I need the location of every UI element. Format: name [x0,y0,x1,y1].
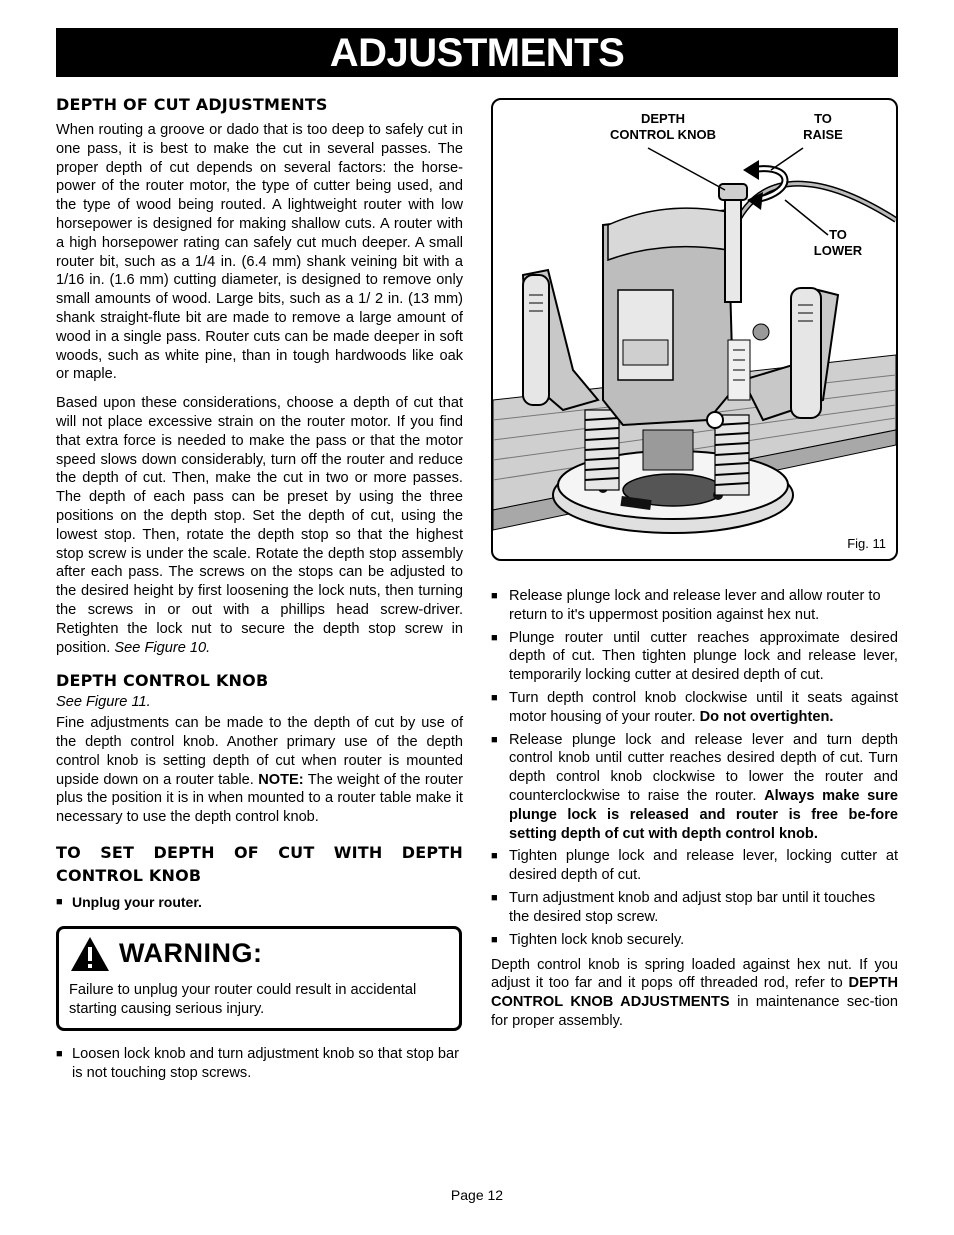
bullet-square-icon: ■ [491,850,498,863]
step-text-bold: Always make sure plunge lock is released and router is free be-fore setting depth of cut with depth control knob. [509,787,898,842]
left-column [56,95,463,1087]
depth-of-cut-paragraph-2 [56,394,463,657]
warning-triangle-icon [69,935,111,973]
para3-text-a: Fine adjustments can be made to the depth of cut by use of the depth control knob. Another primary use of the depth control knob is setting depth of cut when router is mounted upside down on a router table. [56,715,463,788]
step-plunge-router [491,629,898,685]
bullet-square-icon: ■ [491,891,498,904]
unplug-step [56,893,463,912]
step-text-a: Turn depth control knob clockwise until it seats against motor housing of your router. [509,689,898,725]
callout-to-lower [808,227,868,259]
figure-11-reference: See Figure 11. [56,694,151,711]
step-turn-knob [491,689,898,727]
depth-of-cut-heading: DEPTH OF CUT ADJUSTMENTS [56,95,328,114]
figure-10-reference: See Figure 10. [114,639,211,656]
depth-of-cut-paragraph-1: When routing a groove or dado that is too deep to safely cut in one pass, it is best to make the cut in several passes. The proper depth of cut depends on several factors: the horse-power of the router motor, the type of cutter being used, and the type of wood being routed. A lightweight router with low horsepower is designed for making shallow cuts. A router with a high horsepower rating can safely cut much deeper. A small router bit, such as a 1/4 in. (6.4 mm) shank veining bit with a 1/16 in. (1.6 mm) cutting diameter, is designed to remove only small amounts of wood. Large bits, such as a 1/ 2 in. (13 mm) shank straight-flute bit are made to remove a large amount of wood in a single pass. Router cuts can be made deeper in soft woods, such as white pine, than in tough hardwoods like oak or maple. [56,122,463,383]
callout-knob-line2: CONTROL KNOB [610,127,716,142]
depth-control-knob [719,184,747,200]
warning-text: Failure to unplug your router could result in accidental starting causing serious injury. [69,981,417,1017]
bullet-square-icon: ■ [491,691,498,704]
figure-11 [491,98,898,561]
bullet-square-icon: ■ [491,590,498,602]
depth-control-knob-heading: DEPTH CONTROL KNOB [56,671,269,691]
note-text-c: in maintenance sec-tion for proper assembly. [491,994,898,1029]
page-number: Page 12 [450,1187,504,1203]
bullet-square-icon: ■ [491,733,498,746]
callout-raise-line1: TO [814,111,832,126]
left-handle [523,270,598,410]
step-text-bold: Do not overtighten. [699,708,834,725]
callout-raise-line2: RAISE [803,127,843,142]
step-tighten-lock [491,931,898,950]
step-text: Turn adjustment knob and adjust stop bar until it touches the desired stop screw. [509,889,876,925]
router-illustration [493,100,896,559]
step-tighten-plunge [491,847,898,885]
step-text: Release plunge lock and release lever and allow router to return to it's uppermost position against hex nut. [509,588,881,623]
warning-box [56,926,462,1032]
step-text: Tighten lock knob securely. [509,931,685,948]
loosen-text: Loosen lock knob and turn adjustment knob so that stop bar is not touching stop screws. [72,1046,459,1082]
depth-control-rod [725,192,741,302]
warning-header [69,935,449,973]
step-text-a: Release plunge lock and release lever and turn depth control knob until cutter reaches desired depth of cut. Turn depth control knob clockwise to lower the router and counterclockwise to raise the router. [509,731,898,804]
step-adjust-stop-bar [491,889,898,927]
step-text [509,731,898,844]
step-text: Plunge router until cutter reaches approximate desired depth of cut. Then tighten plunge lock and release lever, temporarily locking cutter at desired depth of cut. [509,629,898,684]
para3-text-b: The weight of the router plus the position it is in when mounted to a router table make it necessary to use the depth control knob. [56,771,464,826]
page-title: ADJUSTMENTS [56,28,898,77]
step-text: Tighten plunge lock and release lever, locking cutter at desired depth of cut. [509,848,898,884]
bullet-square-icon: ■ [491,631,498,644]
depth-control-knob-paragraph [56,714,463,827]
warning-title: WARNING: [119,938,263,969]
bullet-square-icon: ■ [56,895,63,908]
lock-knob [753,324,769,340]
para2-text: Based upon these considerations, choose a depth of cut that will not place excessive strain on the router motor. If you find that extra force is needed to make the pass or that the motor speed slows down considerably, turn off the router and reduce the depth of cut. Then, make the cut in two or more passes. The depth of each pass can be preset by using the three positions on the depth stop. Set the depth of cut, using the lowest stop. Then, rotate the depth stop so that the highest stop screw is under the scale. Rotate the depth stop assembly after each pass. The screws on the stops can be adjusted to the desired height by first loosening the lock nuts, then turning the screws in or out with a phillips head screw-driver. Retighten the lock nut to secure the depth stop screw in position. [56,395,463,656]
step-text [509,689,898,727]
step-release-plunge [491,587,898,625]
motor-housing [603,208,733,428]
callout-lower-line1: TO [829,227,847,242]
unplug-text: Unplug your router. [72,893,202,910]
collet [643,430,693,470]
bullet-square-icon: ■ [56,1048,63,1061]
loosen-step [56,1045,463,1083]
right-column [491,95,898,1041]
bullet-square-icon: ■ [491,933,498,946]
callout-lower-line2: LOWER [813,243,863,258]
note-text-bold: DEPTH CONTROL KNOB ADJUSTMENTS [491,975,898,1011]
callout-to-raise [798,111,848,143]
figure-caption: Fig. 11 [847,536,886,551]
right-handle [743,288,838,420]
step-release-and-turn [491,731,898,844]
note-label: NOTE: [258,771,304,788]
callout-knob-line1: DEPTH [640,111,686,126]
set-depth-heading: TO SET DEPTH OF CUT WITH DEPTH CONTROL KNOB [56,842,463,885]
spring-loaded-note [491,956,898,1031]
callout-depth-control-knob [603,111,723,143]
note-text-a: Depth control knob is spring loaded against hex nut. If you adjust it too far and it pops off threaded rod, refer to [491,956,898,992]
